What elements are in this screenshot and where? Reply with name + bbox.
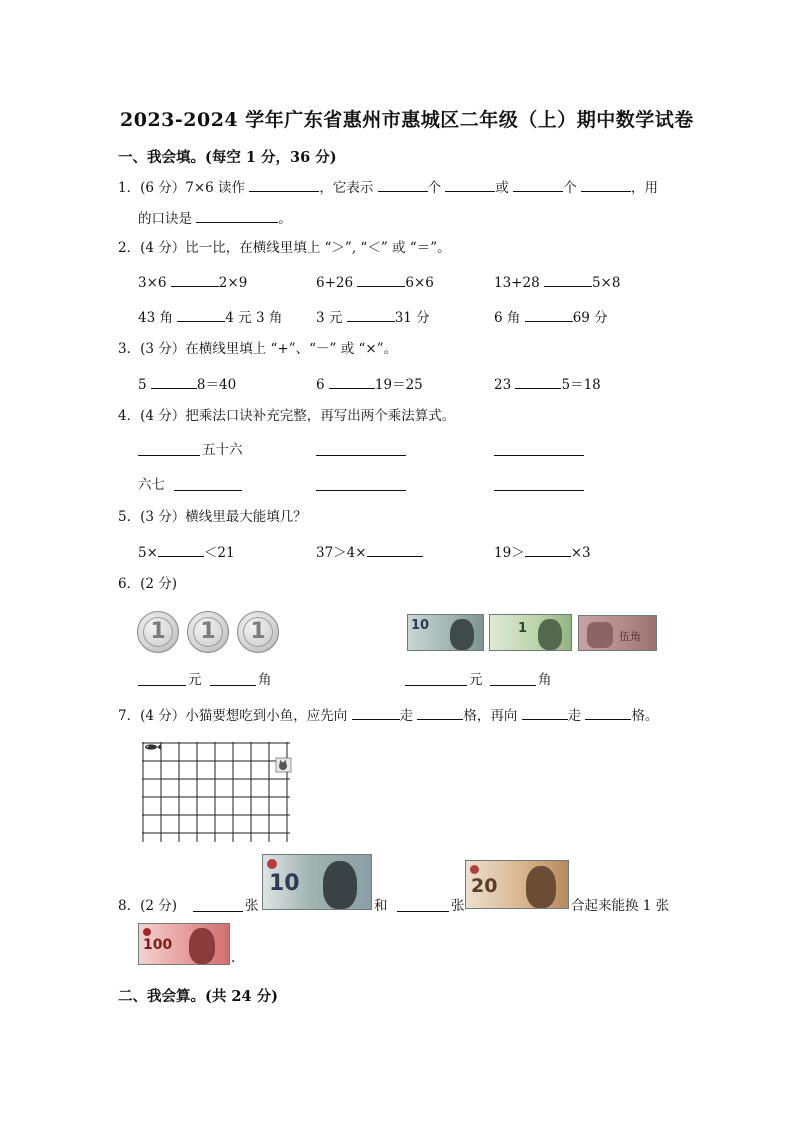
question-1-line-2 xyxy=(138,208,292,228)
q1-text-b: ，它表示 xyxy=(319,180,374,196)
q1-text-a: 1．(6 分）7×6 读作 xyxy=(118,180,246,196)
q1-blank-1[interactable] xyxy=(249,177,319,192)
q5-blank-1[interactable] xyxy=(158,542,204,557)
question-5-stem: 5．(3 分）横线里最大能填几？ xyxy=(118,509,307,525)
q6-blank-1[interactable] xyxy=(138,685,186,686)
q4-rhyme-1: 五十六 xyxy=(202,442,243,458)
q1-text-g: 的口诀是 xyxy=(138,211,192,227)
q7-blank-1[interactable] xyxy=(352,705,400,720)
q1-text-c: 个 xyxy=(427,180,442,196)
q7-blank-4[interactable] xyxy=(585,705,631,720)
q1-blank-6[interactable] xyxy=(196,208,278,223)
q6-unit-yuan-2: 元 xyxy=(469,672,483,688)
section-heading-calc: 二、我会算。(共 24 分) xyxy=(118,988,278,1005)
one-yuan-coin-3: 1 xyxy=(237,611,279,653)
page-title: 2023-2024 学年广东省惠州市惠城区二年级（上）期中数学试卷 xyxy=(120,109,694,131)
section-heading-fill: 一、我会填。(每空 1 分，36 分) xyxy=(118,149,337,166)
q8-blank-2[interactable] xyxy=(397,911,449,912)
q1-text-d: 或 xyxy=(495,180,509,196)
q1-text-h: 。 xyxy=(278,211,292,227)
ten-yuan-note-large: 10 xyxy=(262,854,372,910)
q2-item-2: 6+26 6×6 xyxy=(316,272,434,292)
q2-item-6: 6 角 69 分 xyxy=(494,307,608,327)
one-yuan-coin-2: 1 xyxy=(187,611,229,653)
q3-blank-1[interactable] xyxy=(151,374,197,389)
q7-blank-2[interactable] xyxy=(417,705,463,720)
q1-blank-4[interactable] xyxy=(513,177,563,192)
q3-item-1: 5 8＝40 xyxy=(138,374,236,394)
question-3-stem: 3．(3 分）在横线里填上 “+”、“－” 或 “×”。 xyxy=(118,341,398,357)
q2-item-1: 3×6 2×9 xyxy=(138,272,247,292)
q8-blank-1[interactable] xyxy=(193,911,243,912)
q4-blank-1[interactable] xyxy=(138,455,200,456)
q4-rhyme-2: 六七 xyxy=(138,477,165,493)
cat-icon xyxy=(276,758,291,772)
q6-unit-yuan-1: 元 xyxy=(188,672,202,688)
q6-unit-jiao-1: 角 xyxy=(258,672,272,688)
q7-blank-3[interactable] xyxy=(522,705,568,720)
q8-period: . xyxy=(231,950,236,966)
q3-item-3: 23 5＝18 xyxy=(494,374,601,394)
five-jiao-note: 伍角 xyxy=(578,615,657,651)
question-2-stem: 2．(4 分）比一比，在横线里填上 “＞”, “＜” 或 “＝”。 xyxy=(118,240,451,256)
q4-blank-6[interactable] xyxy=(494,490,584,491)
q3-item-2: 6 19＝25 xyxy=(316,374,423,394)
q2-blank-5[interactable] xyxy=(347,307,395,322)
twenty-yuan-note: 20 xyxy=(465,860,569,909)
ten-yuan-note: 10 xyxy=(407,614,484,651)
fish-icon xyxy=(145,744,161,750)
q1-text-e: 个 xyxy=(563,180,577,196)
q2-blank-1[interactable] xyxy=(171,272,219,287)
hundred-yuan-note: 100 xyxy=(138,923,230,965)
q4-blank-3[interactable] xyxy=(494,455,584,456)
q5-item-3: 19＞ ×3 xyxy=(494,542,591,562)
q1-text-f: ，用 xyxy=(631,180,659,196)
q4-blank-4[interactable] xyxy=(174,490,242,491)
one-yuan-note: 1 xyxy=(489,614,572,651)
q2-blank-2[interactable] xyxy=(357,272,405,287)
q3-blank-2[interactable] xyxy=(329,374,375,389)
q6-unit-jiao-2: 角 xyxy=(538,672,552,688)
q6-blank-4[interactable] xyxy=(490,685,536,686)
movement-grid xyxy=(138,738,294,844)
question-6-stem: 6．(2 分) xyxy=(118,576,178,592)
q6-blank-3[interactable] xyxy=(405,685,467,686)
q5-item-2: 37＞4× xyxy=(316,542,423,562)
q2-blank-4[interactable] xyxy=(177,307,225,322)
q2-blank-3[interactable] xyxy=(544,272,592,287)
q2-item-3: 13+28 5×8 xyxy=(494,272,620,292)
q1-blank-2[interactable] xyxy=(378,177,428,192)
q2-item-5: 3 元 31 分 xyxy=(316,307,430,327)
question-4-stem: 4．(4 分）把乘法口诀补充完整，再写出两个乘法算式。 xyxy=(118,408,456,424)
q1-blank-5[interactable] xyxy=(581,177,631,192)
q8-zhang-1: 张 xyxy=(245,898,259,914)
q5-item-1: 5× ＜21 xyxy=(138,542,235,562)
q4-blank-2[interactable] xyxy=(316,455,406,456)
one-yuan-coin-1: 1 xyxy=(137,611,179,653)
q5-blank-2[interactable] xyxy=(367,542,423,557)
q5-blank-3[interactable] xyxy=(525,542,571,557)
q6-blank-2[interactable] xyxy=(210,685,256,686)
q3-blank-3[interactable] xyxy=(515,374,561,389)
q8-and: 和 xyxy=(374,898,388,914)
q8-zhang-2: 张 xyxy=(451,898,465,914)
q2-item-4: 43 角 4 元 3 角 xyxy=(138,307,282,327)
question-7: 7．(4 分）小猫要想吃到小鱼，应先向 走 格，再向 走 格。 xyxy=(118,705,658,725)
q8-label: 8．(2 分) xyxy=(118,898,178,914)
question-1-line-1 xyxy=(118,177,658,197)
q8-exchange-text: 合起来能换 1 张 xyxy=(571,898,670,914)
q1-blank-3[interactable] xyxy=(445,177,495,192)
q4-blank-5[interactable] xyxy=(316,490,406,491)
q2-blank-6[interactable] xyxy=(525,307,573,322)
